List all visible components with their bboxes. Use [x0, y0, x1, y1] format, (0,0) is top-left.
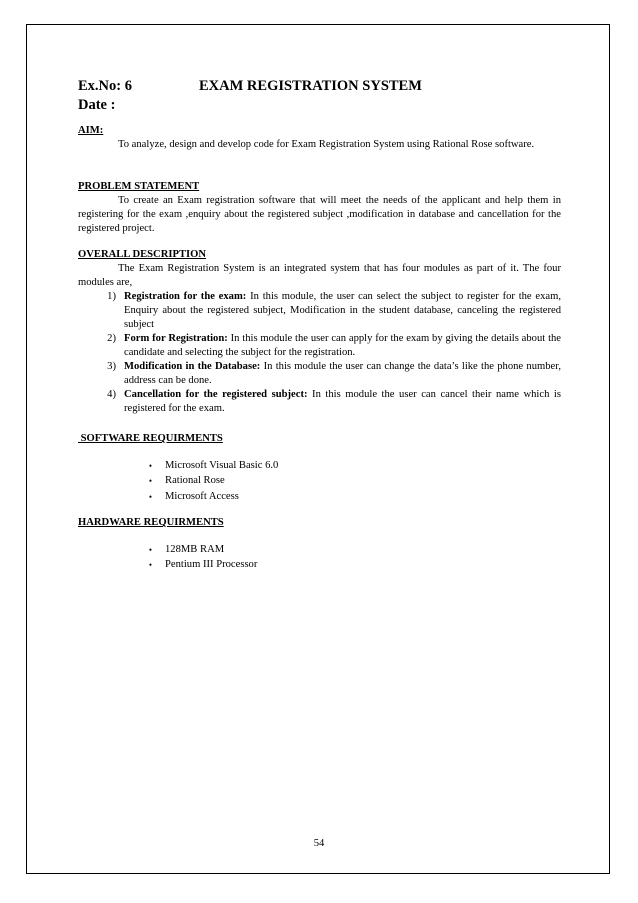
- module-title: Form for Registration:: [124, 333, 228, 344]
- document-title: EXAM REGISTRATION SYSTEM: [199, 78, 422, 94]
- list-number: 1): [107, 291, 116, 302]
- list-item: [78, 290, 561, 332]
- page-number: 54: [313, 838, 325, 849]
- module-text: In this module the user can change the data’s like the phone number, address can be done.: [124, 361, 561, 386]
- module-text: In this module the user can cancel their name which is registered for the exam.: [124, 389, 561, 414]
- module-text: In this module, the user can select the subject to register for the exam, Enquiry about the registered subject, Modification in the student database, canceling the registered subject: [124, 291, 561, 330]
- list-item: [78, 388, 561, 416]
- module-list: [78, 290, 561, 416]
- list-item: [78, 360, 561, 388]
- hardware-item: Pentium III Processor: [165, 559, 258, 571]
- software-list: [78, 458, 561, 505]
- overall-section: [78, 248, 561, 416]
- problem-heading: PROBLEM STATEMENT: [78, 181, 200, 192]
- module-title: Modification in the Database:: [124, 361, 261, 372]
- module-title: Registration for the exam:: [124, 291, 247, 302]
- hardware-section: [78, 516, 561, 573]
- software-heading: SOFTWARE REQUIRMENTS: [78, 433, 223, 444]
- bullet-icon: •: [148, 491, 152, 502]
- aim-text: To analyze, design and develop code for Exam Registration System using Rational Rose software.: [118, 139, 535, 150]
- bullet-icon: •: [148, 460, 152, 471]
- list-item: [78, 458, 561, 474]
- problem-section: [78, 180, 561, 236]
- problem-text: To create an Exam registration software that will meet the needs of the applicant and help them in registering for the exam ,enquiry about the registered subject ,modification in database and cancellation for the registered project.: [78, 195, 561, 234]
- bullet-icon: •: [148, 544, 152, 555]
- hardware-heading: HARDWARE REQUIRMENTS: [78, 517, 224, 528]
- list-item: [78, 489, 561, 505]
- list-item: [78, 558, 561, 574]
- hardware-list: [78, 542, 561, 573]
- hardware-item: 128MB RAM: [165, 543, 225, 555]
- module-title: Cancellation for the registered subject:: [124, 389, 308, 400]
- list-item: [78, 542, 561, 558]
- date-label: Date :: [78, 97, 116, 113]
- software-section: [78, 432, 561, 505]
- aim-section: [78, 124, 561, 152]
- aim-heading: AIM:: [78, 125, 104, 136]
- list-number: 4): [107, 389, 116, 400]
- software-item: Microsoft Access: [165, 490, 239, 502]
- list-number: 2): [107, 333, 116, 344]
- bullet-icon: •: [148, 476, 152, 487]
- module-text: In this module the user can apply for the exam by giving the details about the candidate and selecting the subject for the registration.: [124, 333, 562, 358]
- bullet-icon: •: [148, 560, 152, 571]
- software-item: Microsoft Visual Basic 6.0: [165, 459, 279, 471]
- exercise-number: Ex.No: 6: [78, 78, 132, 94]
- list-number: 3): [107, 361, 116, 372]
- software-item: Rational Rose: [165, 475, 225, 487]
- overall-heading: OVERALL DESCRIPTION: [78, 249, 207, 260]
- list-item: [78, 474, 561, 490]
- overall-intro: The Exam Registration System is an integrated system that has four modules as part of it. The four modules are,: [78, 263, 561, 288]
- list-item: [78, 332, 561, 360]
